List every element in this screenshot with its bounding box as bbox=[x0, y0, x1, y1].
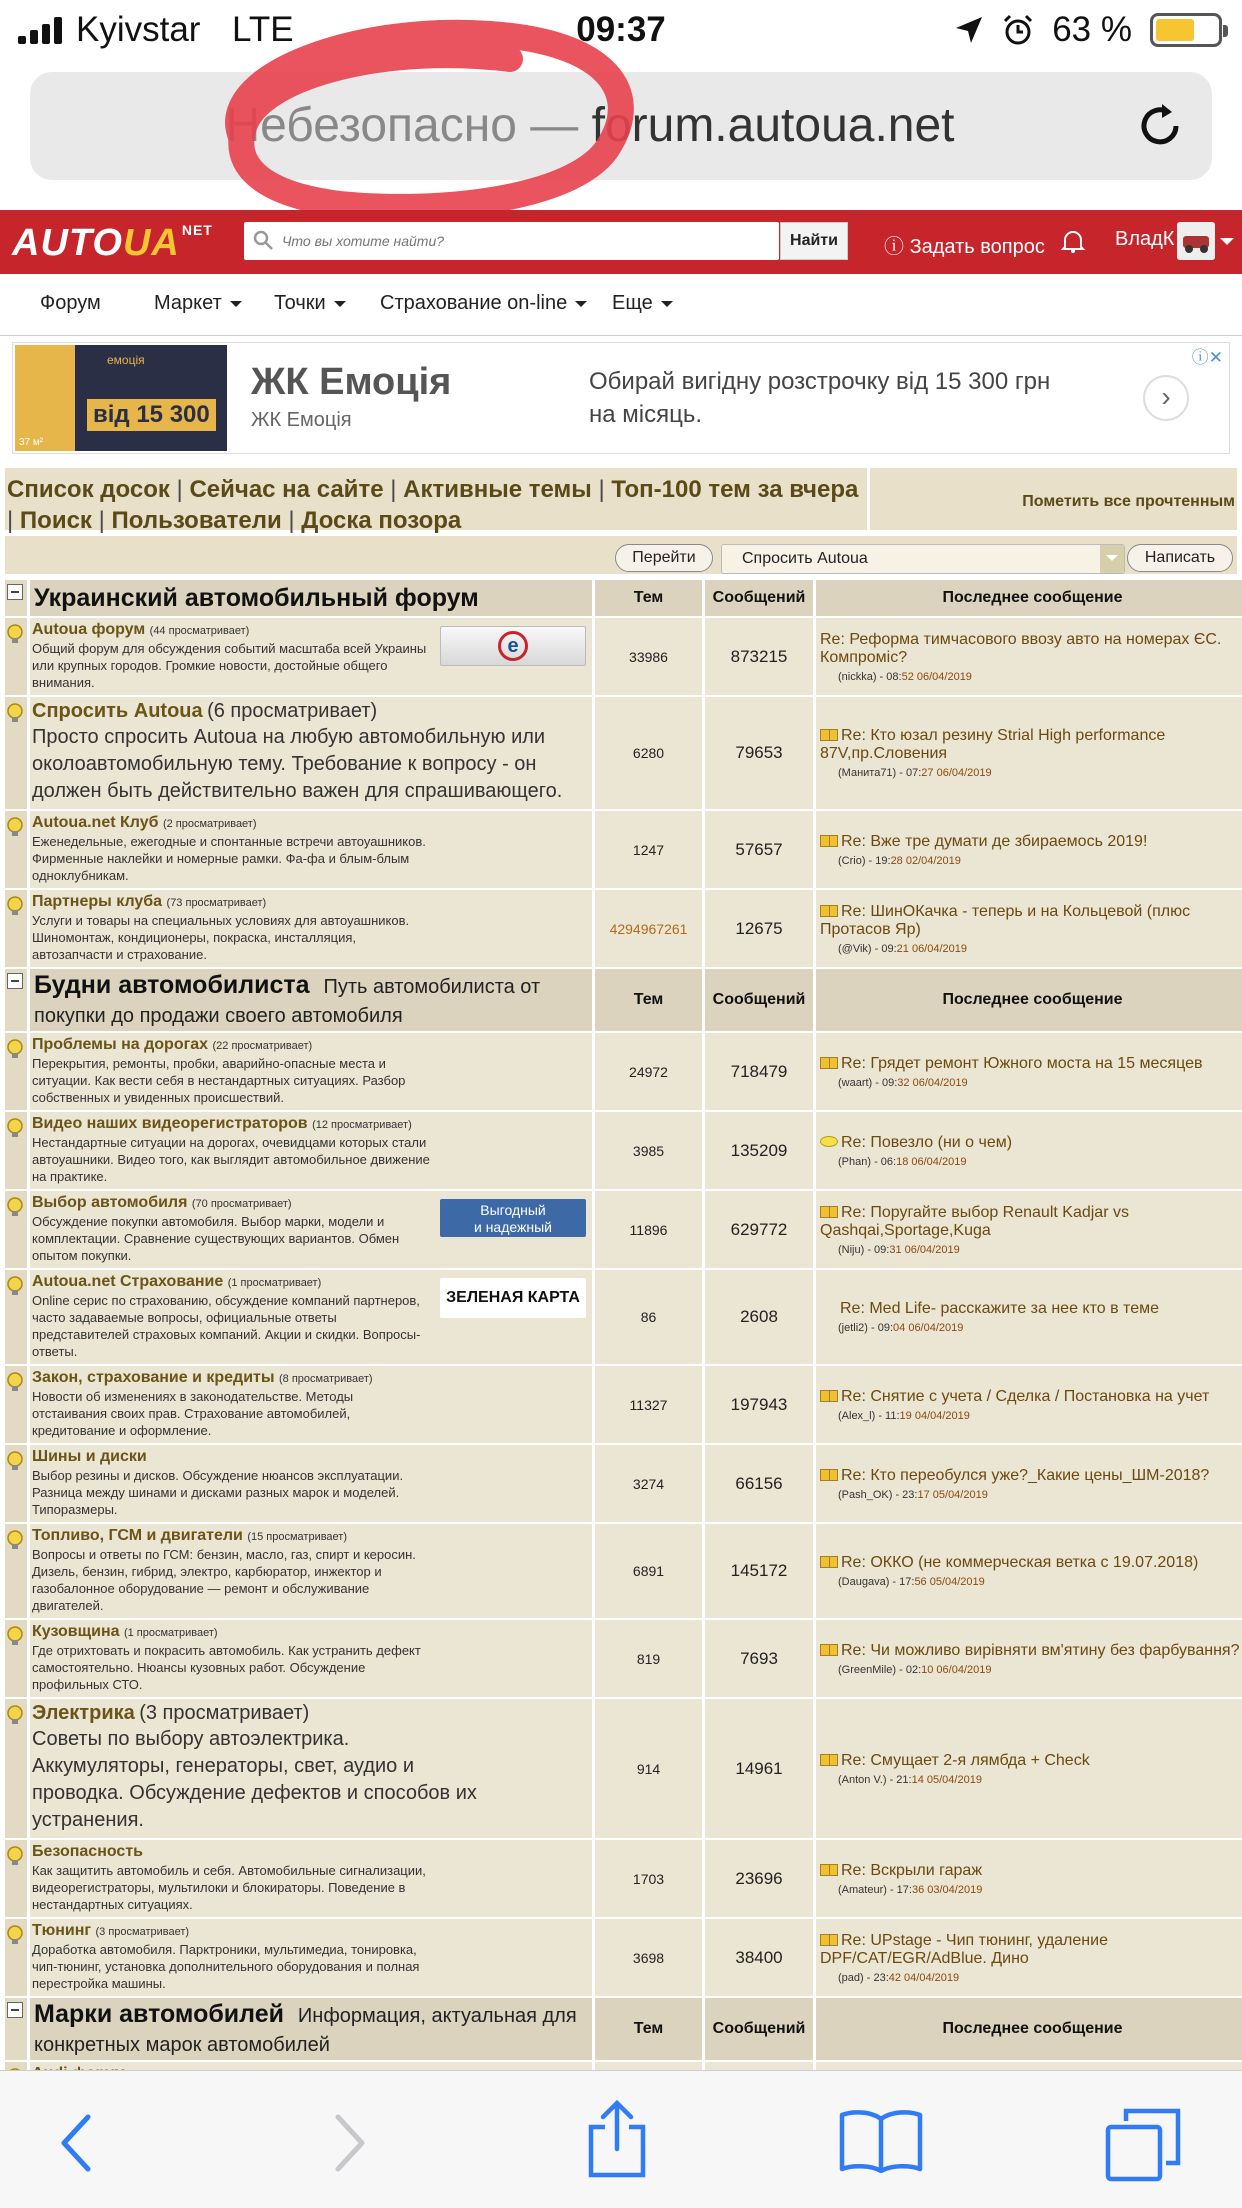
topic-count: 24972 bbox=[595, 1033, 702, 1110]
jump-bar bbox=[5, 536, 1237, 578]
forum-row: Autoua.net Клуб (2 просматривает) Еженедельные, ежегодные и спонтанные встречи автоуашников. Фирменные наклейки и номерные рамки. Фа-фа и блым-блым одноклубникам. 1247 57657 Re: Вже тре думати де збираемось 2019! (Crio) - 19:28 02/04/2019 bbox=[5, 811, 1242, 888]
topic-count: 1247 bbox=[595, 811, 702, 888]
last-post-link[interactable]: Re: Снятие с учета / Сделка / Постановка на учет bbox=[820, 1388, 1242, 1406]
last-post-link[interactable]: Re: Грядет ремонт Южного моста на 15 месяцев bbox=[820, 1055, 1242, 1073]
main-nav bbox=[0, 274, 1242, 336]
book-icon bbox=[820, 905, 838, 917]
forum-description: Просто спросить Autoua на любую автомобильную или околоавтомобильную тему. Требование к вопросу - он должен быть действительно важен для спрашивающего. bbox=[32, 726, 563, 802]
forum-row: Кузовщина (1 просматривает) Где отрихтовать и покрасить автомобиль. Как устранить дефект самостоятельно. Нюансы кузовных работ. Обсуждение профильных СТО. 819 7693 Re: Чи можливо вирівняти вм'ятину без фарбування? (GreenMile) - 02:10 06/04/2019 bbox=[5, 1620, 1242, 1697]
book-icon bbox=[820, 1469, 838, 1481]
last-post-link[interactable]: Re: Вже тре думати де збираемось 2019! bbox=[820, 833, 1242, 851]
speech-bubble-icon bbox=[820, 1136, 838, 1147]
forum-description: Советы по выбору автоэлектрика. Аккумуляторы, генераторы, свет, аудио и проводка. Обсуждение дефектов и способов их устранения. bbox=[32, 1728, 477, 1831]
category-header: Марки автомобилей Информация, актуальная для конкретных марок автомобилей Тем Сообщений Последнее сообщение bbox=[5, 1998, 1242, 2060]
site-header bbox=[0, 210, 1242, 274]
bank-ad-badge[interactable]: Выгодный и надежный bbox=[440, 1199, 586, 1237]
post-count: 135209 bbox=[705, 1112, 813, 1189]
topic-count: 914 bbox=[595, 1699, 702, 1838]
post-count: 23696 bbox=[705, 1840, 813, 1917]
last-post-link[interactable]: Re: Кто юзал резину Strial High performance 87V,пр.Словения bbox=[820, 727, 1166, 762]
nav-item-market[interactable]: Маркет bbox=[154, 292, 242, 315]
bulb-icon bbox=[5, 1445, 27, 1522]
forum-title[interactable]: Видео наших видеорегистраторов bbox=[32, 1115, 308, 1132]
forum-title[interactable]: Выбор автомобиля bbox=[32, 1194, 188, 1211]
address-bar[interactable] bbox=[30, 72, 1212, 180]
category-title: Украинский автомобильный форум bbox=[34, 583, 479, 612]
forum-title[interactable]: Спросить Autoua bbox=[32, 700, 203, 722]
book-icon bbox=[820, 1556, 838, 1568]
forum-title[interactable]: Безопасность bbox=[32, 1843, 143, 1860]
chevron-down-icon bbox=[575, 301, 587, 313]
bulb-icon bbox=[5, 1699, 27, 1838]
browser-toolbar bbox=[0, 2070, 1242, 2208]
last-post-meta: (nickka) - 08:52 06/04/2019 bbox=[838, 670, 972, 683]
insecure-warning: Небезопасно bbox=[225, 99, 517, 152]
col-last-post: Последнее сообщение bbox=[816, 580, 1242, 616]
ad-banner[interactable] bbox=[12, 342, 1230, 454]
forum-title[interactable]: Партнеры клуба bbox=[32, 893, 163, 910]
forum-title[interactable]: Проблемы на дорогах bbox=[32, 1036, 209, 1053]
ad-info-close-icon[interactable]: ⓘ✕ bbox=[1191, 348, 1223, 367]
mark-all-read-link[interactable]: Пометить все прочтенным bbox=[867, 468, 1237, 536]
alarm-icon bbox=[1002, 14, 1034, 46]
chevron-right-icon[interactable]: › bbox=[1143, 375, 1189, 421]
ad-text: Обирай вигідну розстрочку від 15 300 грн на місяць. bbox=[589, 368, 1051, 428]
forum-description: Выбор резины и дисков. Обсуждение нюансов эксплуатации. Разница между шинами и дисками разных марок и моделей. Типоразмеры. bbox=[32, 1468, 404, 1517]
last-post-link[interactable]: Re: ОККО (не коммерческая ветка с 19.07.2018) bbox=[820, 1554, 1242, 1572]
collapse-icon[interactable] bbox=[5, 580, 27, 616]
bookmarks-icon[interactable] bbox=[838, 2109, 924, 2173]
category-description: Информация, актуальная для конкретных марок автомобилей bbox=[34, 2005, 577, 2056]
forum-description: Еженедельные, ежегодные и спонтанные встречи автоуашников. Фирменные наклейки и номерные рамки. Фа-фа и блым-блым одноклубникам. bbox=[32, 834, 426, 883]
forum-description: Общий форум для обсуждения событий масштаба всей Украины или крупных городов. Громкие новости, достойные общего внимания. bbox=[32, 641, 427, 690]
topic-count: 4294967261 bbox=[595, 890, 702, 967]
forum-description: Услуги и товары на специальных условиях для автоуашников. Шиномонтаж, кондиционеры, покраска, инсталляция, автозапчасти и страхование. bbox=[32, 913, 410, 962]
topic-count: 86 bbox=[595, 1270, 702, 1364]
forum-row: Топливо, ГСМ и двигатели (15 просматривает) Вопросы и ответы по ГСМ: бензин, масло, газ, спирт и керосин. Дизель, бензин, гибрид, электро, карбюратор, инжектор и газобалонное оборудование — ремонт и обслуживание двигателей. 6891 145172 Re: ОККО (не коммерческая ветка с 19.07.2018) (Daugava) - 17:56 05/04/2019 bbox=[5, 1524, 1242, 1618]
site-logo[interactable]: AUTOUA $^{NET}$ bbox=[12, 222, 213, 264]
bulb-icon bbox=[5, 890, 27, 967]
forum-row: Шины и диски Выбор резины и дисков. Обсуждение нюансов эксплуатации. Разница между шинами и дисками разных марок и моделей. Типоразмеры. 3274 66156 Re: Кто переобулся уже?_Какие цены_ШМ-2018? (Pash_OK) - 23:17 05/04/2019 bbox=[5, 1445, 1242, 1522]
forum-title[interactable]: Тюнинг bbox=[32, 1922, 92, 1939]
back-icon[interactable] bbox=[56, 2113, 96, 2173]
search-icon bbox=[252, 229, 274, 251]
forum-title[interactable]: Электрика bbox=[32, 1702, 135, 1724]
category-header: Будни автомобилиста Путь автомобилиста от покупки до продажи своего автомобиля Тем Сообщений Последнее сообщение bbox=[5, 969, 1242, 1031]
forum-title[interactable]: Закон, страхование и кредиты bbox=[32, 1369, 275, 1386]
book-icon bbox=[820, 1644, 838, 1656]
book-icon bbox=[820, 729, 838, 741]
post-count: 7693 bbox=[705, 1620, 813, 1697]
post-count: 66156 bbox=[705, 1445, 813, 1522]
book-icon bbox=[820, 835, 838, 847]
post-count: 873215 bbox=[705, 618, 813, 695]
url-separator: — bbox=[516, 99, 592, 152]
new-post-button[interactable]: Написать bbox=[1127, 544, 1233, 572]
category-header bbox=[5, 580, 1242, 616]
forum-row: Электрика (3 просматривает) Советы по выбору автоэлектрика. Аккумуляторы, генераторы, свет, аудио и проводка. Обсуждение дефектов и способов их устранения. 914 14961 Re: Смущает 2-я лямбда + Check (Anton V.) - 21:14 05/04/2019 bbox=[5, 1699, 1242, 1838]
forum-title[interactable]: Autoua форум bbox=[32, 621, 146, 638]
nav-item-more[interactable]: Еще bbox=[612, 292, 673, 315]
forum-board bbox=[5, 468, 1240, 2158]
search-box bbox=[244, 222, 779, 260]
book-icon bbox=[820, 1934, 838, 1946]
post-count: 14961 bbox=[705, 1699, 813, 1838]
link-search[interactable]: Поиск bbox=[19, 507, 92, 534]
forum-title[interactable]: Autoua.net Страхование bbox=[32, 1273, 224, 1290]
link-active-topics[interactable]: Активные темы bbox=[403, 476, 592, 503]
last-post-link[interactable]: Re: Поругайте выбор Renault Kadjar vs Qashqai,Sportage,Kuga bbox=[820, 1203, 1129, 1239]
username[interactable]: ВладК bbox=[1115, 228, 1175, 250]
ask-question-link[interactable]: ⓘ Задать вопрос bbox=[884, 236, 1045, 258]
last-post-link[interactable]: Re: Кто переобулся уже?_Какие цены_ШМ-2018? bbox=[820, 1467, 1242, 1485]
bulb-icon bbox=[5, 1033, 27, 1110]
topic-count: 6280 bbox=[595, 697, 702, 809]
forum-title[interactable]: Autoua.net Клуб bbox=[32, 814, 159, 831]
last-post-link[interactable]: Re: Смущает 2-я лямбда + Check bbox=[820, 1752, 1242, 1770]
post-count: 197943 bbox=[705, 1366, 813, 1443]
collapse-icon[interactable] bbox=[5, 1998, 27, 2060]
ad-image: емоція від 15 300 37 м² bbox=[15, 345, 227, 451]
forum-description: Новости об изменениях в законодательстве. Методы отстаивания своих прав. Страхование автомобилей, кредитование и оформление. bbox=[32, 1389, 354, 1438]
post-count: 629772 bbox=[705, 1191, 813, 1268]
bulb-icon bbox=[5, 1840, 27, 1917]
tabs-icon[interactable] bbox=[1104, 2105, 1184, 2185]
topic-count: 3698 bbox=[595, 1919, 702, 1996]
chevron-down-icon bbox=[1100, 545, 1124, 573]
bulb-icon bbox=[5, 1112, 27, 1189]
go-button[interactable]: Перейти bbox=[615, 544, 713, 572]
forum-row: Спросить Autoua (6 просматривает) Просто спросить Autoua на любую автомобильную или околоавтомобильную тему. Требование к вопросу - он должен быть действительно важен для спрашивающего. 6280 79653 Re: Кто юзал резину Strial High performance 87V,пр.Словения (Манита71) - 07:27 06/04/2019 bbox=[5, 697, 1242, 809]
forum-description: Где отрихтовать и покрасить автомобиль. Как устранить дефект самостоятельно. Нюансы кузовных работ. Обсуждение профильных СТО. bbox=[32, 1643, 421, 1692]
post-count: 57657 bbox=[705, 811, 813, 888]
forum-row: Партнеры клуба (73 просматривает) Услуги и товары на специальных условиях для автоуашников. Шиномонтаж, кондиционеры, покраска, инсталляция, автозапчасти и страхование. 4294967261 12675 Re: ШинОКачка - теперь и на Кольцевой (плюс Протасов Яр) (@Vik) - 09:21 06/04/2019 bbox=[5, 890, 1242, 967]
last-post-link[interactable]: Re: ШинОКачка - теперь и на Кольцевой (плюс Протасов Яр) bbox=[820, 902, 1191, 938]
forum-row: Тюнинг (3 просматривает) Доработка автомобиля. Парктроники, мультимедиа, тонировка, чип-тюнинг, установка дополнительного оборудования и полная перестройка машины. 3698 38400 Re: UPstage - Чип тюнинг, удаление DPF/CAT/EGR/AdBlue. Дино (pad) - 23:42 04/04/2019 bbox=[5, 1919, 1242, 1996]
post-count: 79653 bbox=[705, 697, 813, 809]
forum-table bbox=[2, 578, 1242, 2158]
topic-count: 33986 bbox=[595, 618, 702, 695]
forum-row: Закон, страхование и кредиты (8 просматривает) Новости об изменениях в законодательстве. Методы отстаивания своих прав. Страхование автомобилей, кредитование и оформление. 11327 197943 Re: Снятие с учета / Сделка / Постановка на учет (Alex_l) - 11:19 04/04/2019 bbox=[5, 1366, 1242, 1443]
forum-select[interactable]: Спросить Autoua bbox=[721, 544, 1125, 574]
col-posts: Сообщений bbox=[705, 580, 813, 616]
location-arrow-icon bbox=[954, 15, 984, 45]
topic-count: 6891 bbox=[595, 1524, 702, 1618]
ad-title: ЖК Емоція bbox=[251, 361, 452, 403]
forum-description: Обсуждение покупки автомобиля. Выбор марки, модели и комплектации. Сравнение существующих вариантов. Обмен опытом покупки. bbox=[32, 1214, 400, 1263]
forum-row: Autoua.net Страхование (1 просматривает) Online серис по страхованию, обсуждение компаний партнеров, часто задаваемые вопросы, официальные ответы представителей страховых компаний. Акции и скидки. Вопросы-ответы. ЗЕЛЕНАЯ КАРТА 86 2608 Re: Med Life- расскажите за нее кто в теме (jetli2) - 09:04 06/04/2019 bbox=[5, 1270, 1242, 1364]
collapse-icon[interactable] bbox=[5, 969, 27, 1031]
bulb-icon bbox=[5, 1620, 27, 1697]
link-top100[interactable]: Топ-100 тем за вчера bbox=[611, 476, 859, 503]
last-post-link[interactable]: Re: Реформа тимчасового ввозу авто на номерах ЄС. Компроміс? bbox=[820, 630, 1222, 666]
bulb-icon bbox=[5, 811, 27, 888]
link-shame-board[interactable]: Доска позора bbox=[301, 507, 462, 534]
forum-row: Выбор автомобиля (70 просматривает) Обсуждение покупки автомобиля. Выбор марки, модели и комплектации. Сравнение существующих вариантов. Обмен опытом покупки. Выгодный и надежный 11896 629772 Re: Поругайте выбор Renault Kadjar vs Qashqai,Sportage,Kuga (Niju) - 09:31 06/04/2019 bbox=[5, 1191, 1242, 1268]
topic-count: 11327 bbox=[595, 1366, 702, 1443]
share-icon[interactable] bbox=[585, 2099, 649, 2179]
forum-row: Проблемы на дорогах (22 просматривает) Перекрытия, ремонты, пробки, аварийно-опасные места и ситуации. Как вести себя в нестандартных ситуациях. Разбор собственных и увиденных происшествий. 24972 718479 Re: Грядет ремонт Южного моста на 15 месяцев (waart) - 09:32 06/04/2019 bbox=[5, 1033, 1242, 1110]
bulb-icon bbox=[5, 618, 27, 695]
clock: 09:37 bbox=[576, 10, 666, 49]
nav-item-forum[interactable]: Форум bbox=[40, 292, 101, 314]
chevron-down-icon bbox=[334, 301, 346, 313]
link-board-list[interactable]: Список досок bbox=[7, 476, 170, 503]
last-post-link[interactable]: Re: Чи можливо вирівняти вм'ятину без фарбування? bbox=[820, 1642, 1242, 1660]
chevron-down-icon bbox=[230, 301, 242, 313]
green-card-badge[interactable]: ЗЕЛЕНАЯ КАРТА bbox=[440, 1278, 586, 1318]
link-online-now[interactable]: Сейчас на сайте bbox=[189, 476, 384, 503]
ad-subtitle: ЖК Емоція bbox=[251, 409, 352, 431]
forward-icon[interactable] bbox=[330, 2113, 370, 2173]
bulb-icon bbox=[5, 1191, 27, 1268]
post-count: 718479 bbox=[705, 1033, 813, 1110]
book-icon bbox=[820, 1864, 838, 1876]
bulb-icon bbox=[5, 1919, 27, 1996]
reload-icon[interactable] bbox=[1130, 96, 1190, 156]
link-users[interactable]: Пользователи bbox=[111, 507, 282, 534]
avatar[interactable] bbox=[1177, 222, 1215, 260]
topic-count: 3274 bbox=[595, 1445, 702, 1522]
bulb-icon bbox=[5, 1270, 27, 1364]
book-icon bbox=[820, 1057, 838, 1069]
post-count: 38400 bbox=[705, 1919, 813, 1996]
nav-item-insurance[interactable]: Страхование on-line bbox=[380, 292, 587, 315]
category-title: Будни автомобилиста bbox=[34, 971, 310, 999]
forum-title[interactable]: Топливо, ГСМ и двигатели bbox=[32, 1527, 243, 1544]
forum-description: Вопросы и ответы по ГСМ: бензин, масло, газ, спирт и керосин. Дизель, бензин, гибрид, электро, карбюратор, инжектор и газобалонное оборудование — ремонт и обслуживание двигателей. bbox=[32, 1547, 416, 1613]
bulb-icon bbox=[5, 1524, 27, 1618]
battery-icon bbox=[1150, 13, 1222, 47]
category-description: Путь автомобилиста от покупки до продажи своего автомобиля bbox=[34, 976, 541, 1027]
post-count: 145172 bbox=[705, 1524, 813, 1618]
col-topics: Тем bbox=[595, 580, 702, 616]
post-count: 2608 bbox=[705, 1270, 813, 1364]
last-post-link[interactable]: Re: Med Life- расскажите за нее кто в теме bbox=[840, 1300, 1159, 1317]
bell-icon[interactable] bbox=[1060, 228, 1086, 254]
forum-description: Нестандартные ситуации на дорогах, очевидцами которых стали автоуашники. Видео того, как выглядит автомобильное движение на практике. bbox=[32, 1135, 430, 1184]
forum-description: Перекрытия, ремонты, пробки, аварийно-опасные места и ситуации. Как вести себя в нестандартных ситуациях. Разбор собственных и увиденных происшествий. bbox=[32, 1056, 406, 1105]
user-menu-caret-icon[interactable] bbox=[1220, 238, 1234, 252]
search-input[interactable] bbox=[282, 222, 762, 260]
post-count: 12675 bbox=[705, 890, 813, 967]
forum-row: Autoua форум (44 просматривает) Общий форум для обсуждения событий масштаба всей Украины или крупных городов. Громкие новости, достойные общего внимания. e 33986 873215 Re: Реформа тимчасового ввозу авто на номерах ЄС. Компроміс? (nickka) - 08:52 06/04/2019 bbox=[5, 618, 1242, 695]
last-post-link[interactable]: Re: Вскрыли гараж bbox=[820, 1862, 1242, 1880]
forum-description: Как защитить автомобиль и себя. Автомобильные сигнализации, видеорегистраторы, мультилоки и блокираторы. Поведение в нестандартных ситуациях. bbox=[32, 1863, 426, 1912]
last-post-link[interactable]: Re: Повезло (ни о чем) bbox=[820, 1134, 1242, 1152]
nav-item-points[interactable]: Точки bbox=[274, 292, 346, 315]
forum-title[interactable]: Кузовщина bbox=[32, 1623, 120, 1640]
network-type: LTE bbox=[232, 10, 294, 49]
forum-row: Видео наших видеорегистраторов (12 просматривает) Нестандартные ситуации на дорогах, очевидцами которых стали автоуашники. Видео того, как выглядит автомобильное движение на практике. 3985 135209 Re: Повезло (ни о чем) (Phan) - 06:18 06/04/2019 bbox=[5, 1112, 1242, 1189]
carrier-name: Kyivstar bbox=[76, 10, 201, 49]
topic-count: 3985 bbox=[595, 1112, 702, 1189]
forum-title[interactable]: Шины и диски bbox=[32, 1448, 147, 1465]
category-title: Марки автомобилей bbox=[34, 2000, 284, 2028]
status-bar bbox=[0, 0, 1242, 62]
forum-links: Список досок | Сейчас на сайте | Активные темы | Топ-100 тем за вчера | Поиск | Пользователи | Доска позора Пометить все прочтенным bbox=[5, 468, 1237, 536]
last-post-link[interactable]: Re: UPstage - Чип тюнинг, удаление DPF/CAT/EGR/AdBlue. Дино bbox=[820, 1931, 1108, 1967]
chevron-down-icon bbox=[661, 301, 673, 313]
topic-count: 819 bbox=[595, 1620, 702, 1697]
book-icon bbox=[820, 1206, 838, 1218]
question-circle-icon: ⓘ bbox=[884, 236, 910, 258]
book-icon bbox=[820, 1754, 838, 1766]
topic-count: 11896 bbox=[595, 1191, 702, 1268]
topic-count: 1703 bbox=[595, 1840, 702, 1917]
forum-description: Доработка автомобиля. Парктроники, мультимедиа, тонировка, чип-тюнинг, установка дополнительного оборудования и полная перестройка машины. bbox=[32, 1942, 420, 1991]
forum-row: Безопасность Как защитить автомобиль и себя. Автомобильные сигнализации, видеорегистраторы, мультилоки и блокираторы. Поведение в нестандартных ситуациях. 1703 23696 Re: Вскрыли гараж (Amateur) - 17:36 03/04/2019 bbox=[5, 1840, 1242, 1917]
url-domain: forum.autoua.net bbox=[591, 99, 955, 152]
book-icon bbox=[820, 1390, 838, 1402]
e-logo-badge[interactable]: e bbox=[440, 626, 586, 666]
bulb-icon bbox=[5, 697, 27, 809]
search-button[interactable]: Найти bbox=[780, 222, 848, 260]
bulb-icon bbox=[5, 1366, 27, 1443]
forum-description: Online серис по страхованию, обсуждение компаний партнеров, часто задаваемые вопросы, официальные ответы представителей страховых компаний. Акции и скидки. Вопросы-ответы. bbox=[32, 1293, 421, 1359]
battery-percent: 63 % bbox=[1052, 10, 1132, 49]
